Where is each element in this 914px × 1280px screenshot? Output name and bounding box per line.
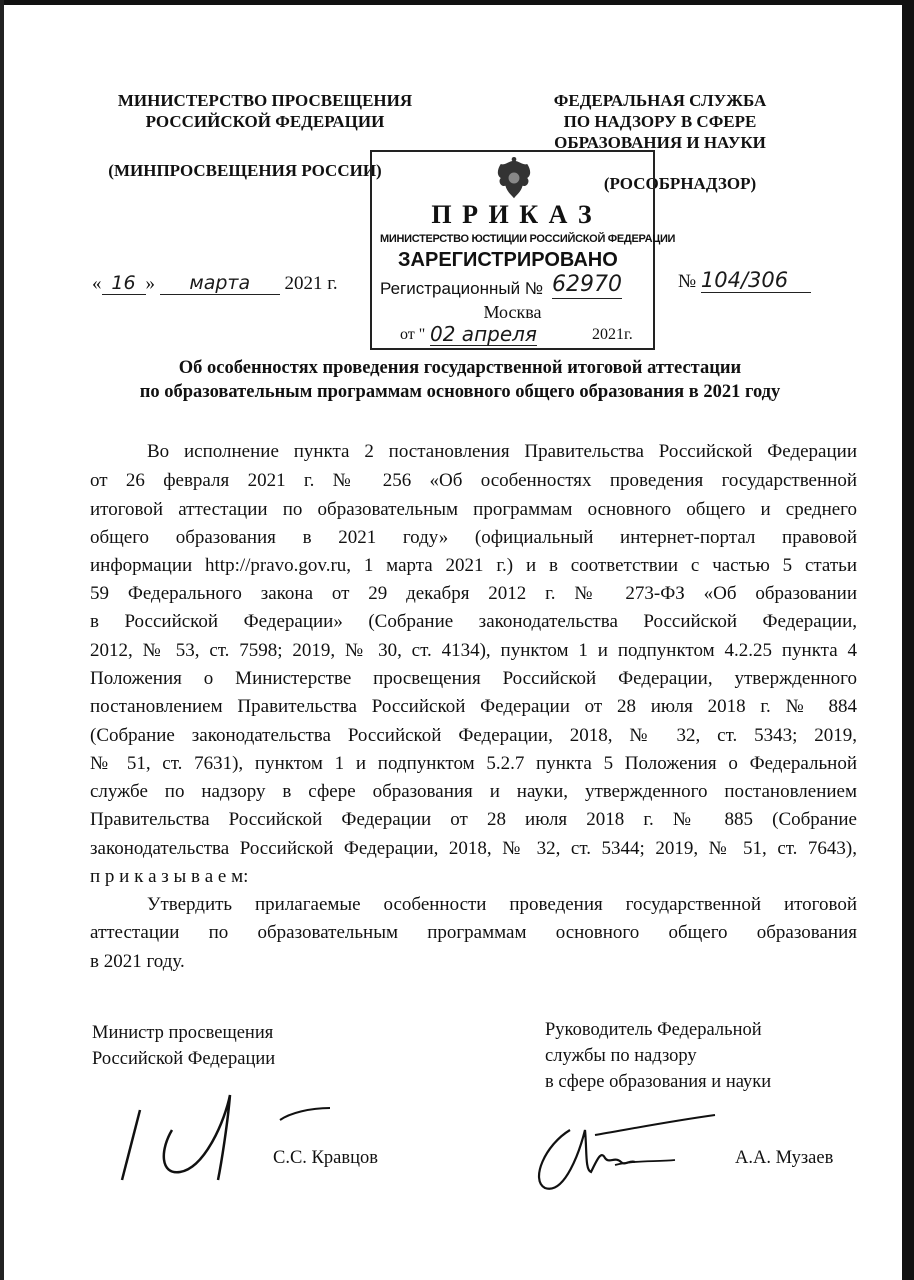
- signature-left: [110, 1080, 350, 1190]
- header-left-line1: МИНИСТЕРСТВО ПРОСВЕЩЕНИЯ: [117, 91, 413, 110]
- header-left-line2: РОССИЙСКОЙ ФЕДЕРАЦИИ: [145, 112, 385, 131]
- body-line: информации http://pravo.gov.ru, 1 марта 2021 г.) и в соответствии с частью 5 статьи: [90, 555, 857, 576]
- header-right-line3: ОБРАЗОВАНИЯ И НАУКИ: [554, 133, 766, 152]
- date-day: 16: [102, 272, 146, 295]
- order-word: П Р И К А З: [431, 200, 594, 229]
- header-right: [510, 90, 810, 153]
- signatory-right-line2: службы по надзору: [545, 1046, 697, 1066]
- registration-stamp: [370, 150, 676, 350]
- order-number: [678, 268, 811, 293]
- body-line: Утвердить прилагаемые особенности проведения государственной итоговой: [147, 894, 857, 915]
- date-month: марта: [160, 272, 280, 295]
- photo-border-right: [902, 0, 914, 1280]
- stamp-reg-number: 62970: [552, 272, 622, 297]
- order-date: [92, 272, 338, 295]
- body-line: итоговой аттестации по образовательным программам основного общего и среднего: [90, 499, 857, 520]
- header-right-abbr: (РОСОБРНАДЗОР): [603, 174, 757, 193]
- stamp-ministry: МИНИСТЕРСТВО ЮСТИЦИИ РОССИЙСКОЙ ФЕДЕРАЦИИ: [380, 233, 676, 245]
- title-line1: Об особенностях проведения государственной итоговой аттестации: [178, 358, 742, 378]
- stamp-from-date: 02 апреля: [430, 322, 537, 346]
- number-label: №: [678, 271, 697, 292]
- header-left: [90, 90, 440, 132]
- signatory-left-line2: Российской Федерации: [92, 1049, 276, 1069]
- body-line: 2012, № 53, ст. 7598; 2019, № 30, ст. 4134), пунктом 1 и подпунктом 4.2.25 пункта 4: [90, 640, 857, 661]
- body-line: Правительства Российской Федерации от 28 июля 2018 г. № 885 (Собрание: [90, 809, 857, 830]
- body-line-order: п р и к а з ы в а е м:: [90, 866, 249, 887]
- header-right-line2: ПО НАДЗОРУ В СФЕРЕ: [563, 112, 757, 131]
- photo-border-left: [0, 0, 4, 1280]
- signature-right: [525, 1100, 725, 1200]
- stamp-city: Москва: [483, 302, 542, 322]
- body-line: в 2021 году.: [90, 951, 185, 972]
- body-line: законодательства Российской Федерации, 2018, № 32, ст. 5344; 2019, № 51, ст. 7643),: [90, 838, 857, 859]
- body-line: Положения о Министерстве просвещения Российской Федерации, утвержденного: [90, 668, 857, 689]
- body-line: 59 Федерального закона от 29 декабря 2012 г. № 273-ФЗ «Об образовании: [90, 583, 857, 604]
- signatory-right-line1: Руководитель Федеральной: [545, 1020, 762, 1040]
- stamp-registered: ЗАРЕГИСТРИРОВАНО: [398, 249, 618, 271]
- body-line: постановлением Правительства Российской Федерации от 28 июля 2018 г. № 884: [90, 696, 857, 717]
- signatory-right-line3: в сфере образования и науки: [545, 1072, 772, 1092]
- date-quote-open: «: [92, 273, 102, 294]
- header-left-abbr: (МИНПРОСВЕЩЕНИЯ РОССИИ): [108, 161, 382, 180]
- signatory-right-title: [545, 1017, 771, 1095]
- document-title: [60, 356, 860, 404]
- signatory-left-line1: Министр просвещения: [92, 1023, 274, 1043]
- body-line: службе по надзору в сфере образования и науки, утвержденного постановлением: [90, 781, 857, 802]
- stamp-from-year: 2021г.: [592, 326, 633, 343]
- title-line2: по образовательным программам основного общего образования в 2021 году: [139, 382, 781, 402]
- stamp-from-label: от ": [400, 326, 426, 343]
- state-emblem-icon: [493, 156, 535, 200]
- stamp-reg-label: Регистрационный №: [380, 279, 544, 298]
- body-line: в Российской Федерации» (Собрание законодательства Российской Федерации,: [90, 611, 857, 632]
- body-line: (Собрание законодательства Российской Федерации, 2018, № 32, ст. 5343; 2019,: [90, 725, 857, 746]
- body-line: от 26 февраля 2021 г. № 256 «Об особенностях проведения государственной: [90, 470, 857, 491]
- date-quote-close: »: [145, 273, 155, 294]
- photo-border-top: [0, 0, 914, 5]
- body-line: № 51, ст. 7631), пунктом 1 и подпунктом 5.2.7 пункта 5 Положения о Федеральной: [90, 753, 857, 774]
- signatory-right-name: А.А. Музаев: [735, 1148, 834, 1168]
- number-value: 104/306: [701, 268, 811, 293]
- date-year: 2021 г.: [284, 273, 338, 294]
- signatory-left-title: [92, 1020, 275, 1072]
- header-right-line1: ФЕДЕРАЛЬНАЯ СЛУЖБА: [553, 91, 767, 110]
- body-line: Во исполнение пункта 2 постановления Правительства Российской Федерации: [147, 441, 857, 462]
- body-line: аттестации по образовательным программам основного общего образования: [90, 922, 857, 943]
- signatory-left-name: С.С. Кравцов: [273, 1148, 378, 1168]
- body-line: общего образования в 2021 году» (официальный интернет-портал правовой: [90, 527, 857, 548]
